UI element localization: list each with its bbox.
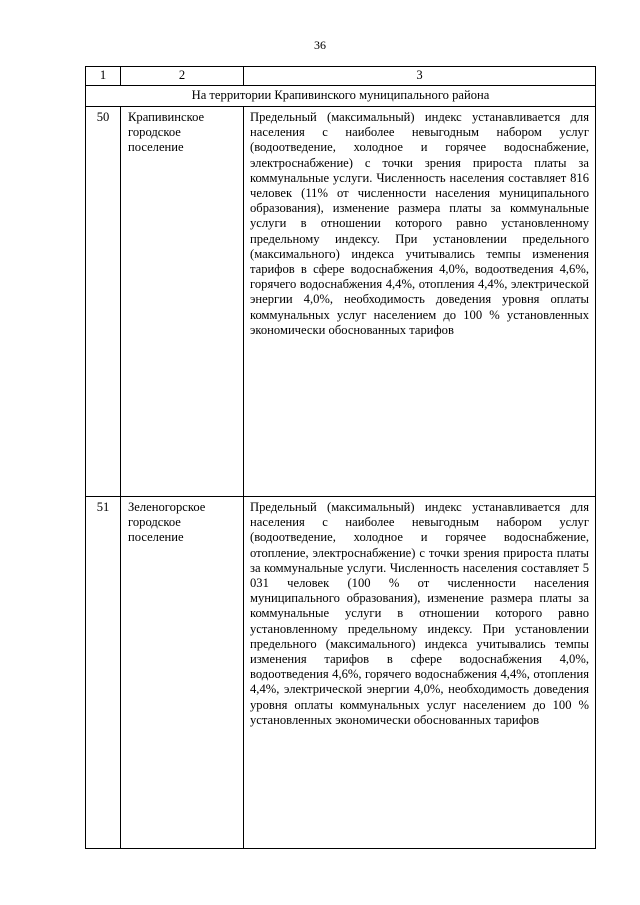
settlement-name: Зеленогорское городское поселение — [121, 497, 244, 849]
tariff-index-table — [85, 66, 596, 849]
section-row — [86, 86, 596, 107]
row-number: 51 — [86, 497, 121, 849]
page-number: 36 — [314, 38, 326, 52]
section-title: На территории Крапивинского муниципального района — [86, 86, 596, 107]
row-number: 50 — [86, 107, 121, 497]
column-header-2: 2 — [121, 67, 244, 86]
index-description: Предельный (максимальный) индекс устанавливается для населения с наиболее невыгодным набором услуг (водоотведение, холодное и горячее водоснабжение, отопление, электроснабжение) с точки зрения прироста платы за коммунальные услуги. Численность населения составляет 5 031 человек (100 % от численности населения муниципального образования), изменение размера платы за коммунальные услуги в отношении которого равно установленному предельному индексу. При установлении предельного (максимального) индекса учитывались темпы изменения тарифов в сфере водоснабжения 4,0%, водоотведения 4,6%, горячего водоснабжения 4,4%, отопления 4,4%, электрической энергии 4,0%, необходимость доведения уровня оплаты коммунальных услуг населением до 100 % установленных экономически обоснованных тарифов — [244, 497, 596, 849]
table-row — [86, 497, 596, 849]
table-header-row — [86, 67, 596, 86]
column-header-3: 3 — [244, 67, 596, 86]
index-description: Предельный (максимальный) индекс устанавливается для населения с наиболее невыгодным набором услуг (водоотведение, холодное и горячее водоснабжение, электроснабжение) с точки зрения прироста платы за коммунальные услуги. Численность населения составляет 816 человек (11% от численности населения муниципального образования), изменение размера платы за коммунальные услуги в отношении которого равно установленному предельному индексу. При установлении предельного (максимального) индекса учитывались темпы изменения тарифов в сфере водоснабжения 4,0%, водоотведения 4,6%, горячего водоснабжения 4,4%, отопления 4,4%, электрической энергии 4,0%, необходимость доведения уровня оплаты коммунальных услуг населением до 100 % установленных экономически обоснованных тарифов — [244, 107, 596, 497]
column-header-1: 1 — [86, 67, 121, 86]
settlement-name: Крапивинское городское поселение — [121, 107, 244, 497]
table-row — [86, 107, 596, 497]
